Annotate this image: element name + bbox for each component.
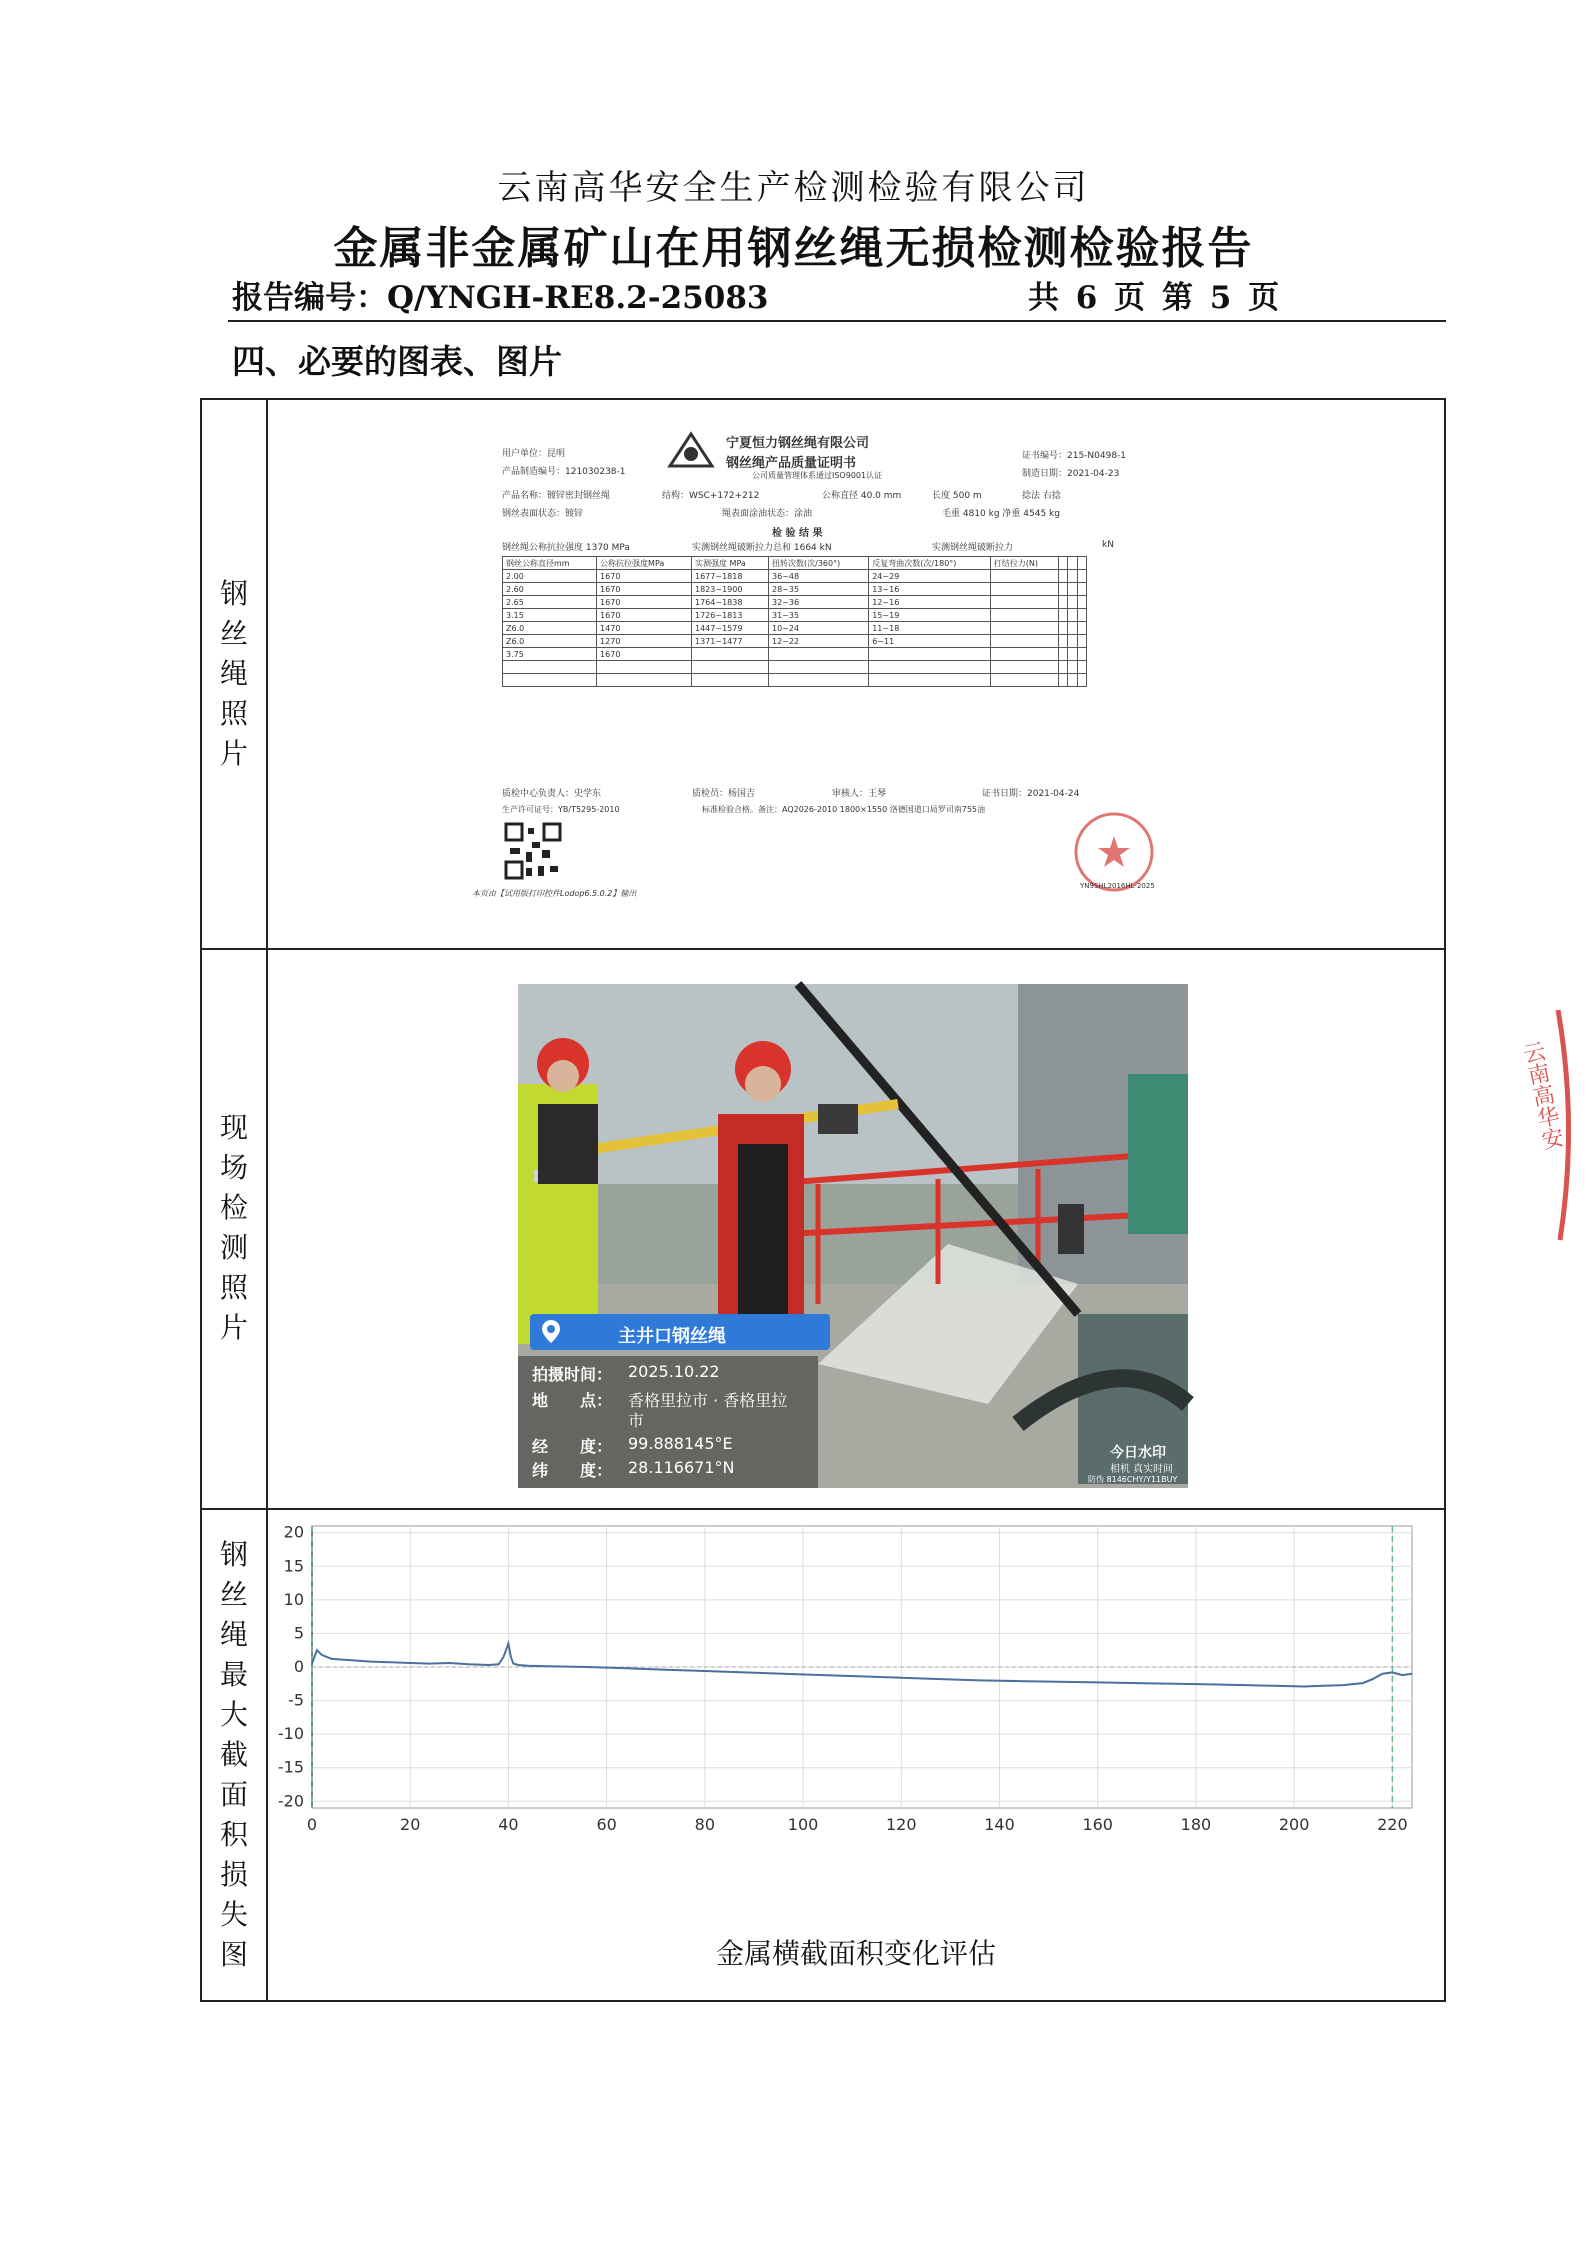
- x-tick-label: 160: [1082, 1815, 1113, 1834]
- table-cell: [692, 661, 769, 674]
- report-number: 报告编号：Q/YNGH-RE8.2-25083: [232, 280, 769, 316]
- table-cell: [1077, 609, 1086, 622]
- photo-latitude-value: 28.116671°N: [628, 1458, 735, 1477]
- y-tick-label: 0: [293, 1657, 304, 1676]
- cert-system: 公司质量管理体系通过ISO9001认证: [752, 471, 883, 480]
- table-cell: [869, 661, 991, 674]
- table-cell: [1077, 622, 1086, 635]
- table-cell: 3.75: [503, 648, 597, 661]
- x-tick-label: 180: [1180, 1815, 1212, 1834]
- table-cell: [1077, 570, 1086, 583]
- table-cell: [597, 674, 692, 687]
- header-divider: [228, 320, 1446, 322]
- cert-lube: 绳表面涂油状态：涂油: [722, 509, 813, 519]
- table-row: [503, 609, 1087, 622]
- table-row: [503, 583, 1087, 596]
- table-cell: [1058, 648, 1067, 661]
- table-cell: 12~16: [869, 596, 991, 609]
- cert-weight: 毛重 4810 kg 净重 4545 kg: [942, 509, 1060, 519]
- table-cell: [1058, 674, 1067, 687]
- row-label-text: 钢丝绳照片: [219, 577, 248, 770]
- table-cell: [1058, 622, 1067, 635]
- x-tick-label: 60: [596, 1815, 617, 1834]
- table-row: [503, 635, 1087, 648]
- table-cell: Z6.0: [503, 622, 597, 635]
- qr-code-icon: [504, 822, 562, 880]
- table-cell: [1077, 596, 1086, 609]
- x-tick-label: 20: [400, 1815, 421, 1834]
- cert-twist: 捻法 右捻: [1022, 491, 1061, 501]
- figures-table: [200, 398, 1446, 2002]
- table-row: [503, 661, 1087, 674]
- table-row: [503, 557, 1087, 570]
- cert-contract: 产品制造编号：121030238-1: [502, 467, 626, 477]
- table-cell: [1058, 570, 1067, 583]
- cert-title: 钢丝绳产品质量证明书: [726, 456, 857, 471]
- table-cell: 1670: [597, 648, 692, 661]
- organization-name: 云南高华安全生产检测检验有限公司: [497, 168, 1090, 208]
- table-cell: 13~16: [869, 583, 991, 596]
- table-row: [503, 622, 1087, 635]
- cert-unit: kN: [1102, 540, 1114, 550]
- row-divider: [202, 948, 1444, 950]
- table-cell: 1764~1838: [692, 596, 769, 609]
- x-tick-label: 120: [886, 1815, 917, 1834]
- table-cell: [990, 609, 1058, 622]
- table-cell: [1077, 648, 1086, 661]
- table-cell: [1068, 674, 1077, 687]
- table-cell: [990, 635, 1058, 648]
- table-cell: [597, 661, 692, 674]
- chart-caption: 金属横截面积变化评估: [715, 1937, 996, 1970]
- photo-longitude-value: 99.888145°E: [628, 1434, 733, 1453]
- table-cell: [1077, 661, 1086, 674]
- y-tick-label: -10: [277, 1724, 304, 1744]
- row-label-loss-chart: [202, 1508, 266, 2002]
- table-cell: 1447~1579: [692, 622, 769, 635]
- table-cell: 28~35: [769, 583, 869, 596]
- table-cell: [692, 648, 769, 661]
- photo-place-label: 地 点：: [532, 1391, 613, 1410]
- table-cell: [1077, 557, 1086, 570]
- x-tick-label: 140: [984, 1815, 1015, 1834]
- table-cell: [1068, 648, 1077, 661]
- section-loss-chart: [266, 1510, 1446, 1834]
- cert-actual: 实测钢丝绳破断拉力: [932, 543, 1014, 553]
- cert-company: 宁夏恒力钢丝绳有限公司: [726, 436, 870, 451]
- cert-qc-head: 质检中心负责人：史学东: [502, 789, 602, 799]
- table-cell: [1068, 661, 1077, 674]
- table-cell: [990, 570, 1058, 583]
- cert-results-title: 检 验 结 果: [772, 528, 823, 539]
- table-row: [503, 648, 1087, 661]
- table-cell: [1058, 557, 1067, 570]
- y-tick-label: 20: [283, 1522, 304, 1542]
- table-cell: [990, 596, 1058, 609]
- table-cell: [1077, 583, 1086, 596]
- table-cell: 1670: [597, 583, 692, 596]
- table-cell: [1068, 596, 1077, 609]
- y-tick-label: -5: [288, 1690, 304, 1710]
- table-cell: [869, 674, 991, 687]
- table-header-cell: 反复弯曲次数(次/180°): [869, 557, 991, 570]
- cert-strength: 钢丝绳公称抗拉强度 1370 MPa: [502, 543, 630, 553]
- table-cell: 12~22: [769, 635, 869, 648]
- table-cell: 1371~1477: [692, 635, 769, 648]
- cert-diameter: 公称直径 40.0 mm: [822, 491, 902, 501]
- table-cell: [990, 661, 1058, 674]
- x-tick-label: 0: [306, 1815, 318, 1834]
- table-cell: 1726~1813: [692, 609, 769, 622]
- table-cell: 1470: [597, 622, 692, 635]
- table-cell: 2.65: [503, 596, 597, 609]
- row-label-text: 现场检测照片: [219, 1111, 248, 1344]
- photo-time-value: 2025.10.22: [628, 1362, 720, 1381]
- table-header-cell: 扭转次数(次/360°): [769, 557, 869, 570]
- table-header-cell: 实测强度 MPa: [692, 557, 769, 570]
- table-cell: [1068, 570, 1077, 583]
- table-cell: 1670: [597, 609, 692, 622]
- table-cell: [769, 661, 869, 674]
- quality-certificate: [472, 424, 1262, 898]
- row-label-rope-photo: [202, 400, 266, 948]
- table-header-cell: 打结拉力(N): [990, 557, 1058, 570]
- y-tick-label: -15: [277, 1757, 304, 1777]
- margin-stamp-text: 云南高华安: [1517, 1039, 1566, 1152]
- table-cell: [692, 674, 769, 687]
- table-cell: 31~35: [769, 609, 869, 622]
- cert-structure: 结构：WSC+172+212: [662, 491, 760, 501]
- photo-place-value2: 市: [628, 1411, 645, 1430]
- cert-product: 产品名称：镀锌密封钢丝绳: [502, 491, 611, 501]
- table-cell: [1058, 583, 1067, 596]
- watermark-camera-label: 相机 真实时间: [1110, 1464, 1174, 1475]
- table-cell: [1058, 661, 1067, 674]
- cert-standard-note: 标准检验合格。备注：AQ2026-2010 1800×1550 洛德国道口局罗司南755油: [702, 805, 986, 814]
- location-pin-icon: [540, 1318, 562, 1340]
- table-cell: Z6.0: [503, 635, 597, 648]
- table-cell: [990, 583, 1058, 596]
- table-cell: 24~29: [869, 570, 991, 583]
- cert-length: 长度 500 m: [932, 491, 982, 501]
- table-cell: [990, 622, 1058, 635]
- table-cell: [1058, 635, 1067, 648]
- site-inspection-photo: [518, 984, 1188, 1488]
- table-cell: 1670: [597, 570, 692, 583]
- table-cell: [769, 648, 869, 661]
- row-label-text: 钢丝绳最大截面积损失图: [219, 1538, 248, 1971]
- watermark-app-label: 今日水印: [1110, 1445, 1166, 1461]
- table-cell: 3.15: [503, 609, 597, 622]
- margin-stamp: [1517, 1000, 1578, 1250]
- cert-date: 制造日期：2021-04-23: [1022, 469, 1120, 479]
- table-cell: [1068, 557, 1077, 570]
- chart-svg: [266, 1510, 1446, 1834]
- y-tick-label: 15: [283, 1556, 304, 1576]
- x-tick-label: 80: [694, 1815, 716, 1834]
- table-cell: [1068, 609, 1077, 622]
- table-cell: [1068, 622, 1077, 635]
- table-cell: [503, 674, 597, 687]
- section-title: 四、必要的图表、图片: [232, 342, 562, 381]
- table-cell: 1823~1900: [692, 583, 769, 596]
- y-tick-label: -20: [277, 1791, 304, 1811]
- table-cell: [1058, 609, 1067, 622]
- table-cell: 2.00: [503, 570, 597, 583]
- cert-number: 证书编号：215-N0498-1: [1022, 451, 1127, 461]
- company-logo-icon: [666, 430, 716, 470]
- watermark-code: 防伪 8146CHY/Y11BUY: [1088, 1475, 1178, 1484]
- table-cell: 1270: [597, 635, 692, 648]
- cert-license: 生产许可证号：YB/T5295-2010: [502, 805, 620, 814]
- table-row: [503, 596, 1087, 609]
- cert-breaking: 实测钢丝绳破断拉力总和 1664 kN: [692, 543, 832, 553]
- table-cell: 2.60: [503, 583, 597, 596]
- table-cell: [1058, 596, 1067, 609]
- table-cell: [769, 674, 869, 687]
- table-cell: 10~24: [769, 622, 869, 635]
- table-row: [503, 570, 1087, 583]
- table-cell: [1077, 674, 1086, 687]
- table-cell: 1677~1818: [692, 570, 769, 583]
- table-cell: [1068, 583, 1077, 596]
- table-cell: [869, 648, 991, 661]
- table-cell: 32~36: [769, 596, 869, 609]
- cert-issue-date: 证书日期：2021-04-24: [982, 789, 1080, 799]
- table-cell: 36~48: [769, 570, 869, 583]
- cert-inspector: 质检员：杨国吉: [692, 789, 756, 799]
- cert-user: 用户单位：昆明: [502, 449, 566, 459]
- cert-footer: 本页由【试用版打印控件Lodop6.5.0.2】输出: [472, 889, 637, 898]
- table-cell: 11~18: [869, 622, 991, 635]
- x-tick-label: 220: [1377, 1815, 1408, 1834]
- y-tick-label: 5: [293, 1623, 304, 1643]
- table-row: [503, 674, 1087, 687]
- page-count: 共 6 页 第 5 页: [1028, 280, 1280, 316]
- table-cell: 1670: [597, 596, 692, 609]
- table-cell: 6~11: [869, 635, 991, 648]
- table-cell: [990, 674, 1058, 687]
- table-cell: [503, 661, 597, 674]
- table-header-cell: 钢丝公称直径mm: [503, 557, 597, 570]
- cert-results-table: [502, 556, 1087, 687]
- x-tick-label: 200: [1278, 1815, 1310, 1834]
- table-cell: [1068, 635, 1077, 648]
- row-label-site-photo: [202, 948, 266, 1508]
- photo-time-label: 拍摄时间：: [532, 1365, 613, 1384]
- photo-place-value: 香格里拉市 · 香格里拉: [628, 1391, 788, 1410]
- cert-surface: 钢丝表面状态：镀锌: [502, 509, 584, 519]
- table-cell: [1077, 635, 1086, 648]
- x-tick-label: 40: [498, 1815, 519, 1834]
- photo-tag-text: 主井口钢丝绳: [618, 1326, 726, 1347]
- x-tick-label: 100: [787, 1815, 819, 1834]
- cert-stamp-code: YN9SHL2016HL-2025: [1080, 882, 1155, 890]
- cert-reviewer: 审核人：王琴: [832, 789, 887, 799]
- table-cell: 15~19: [869, 609, 991, 622]
- table-header-cell: 公称抗拉强度MPa: [597, 557, 692, 570]
- table-cell: [990, 648, 1058, 661]
- photo-latitude-label: 纬 度：: [532, 1461, 613, 1480]
- y-tick-label: 10: [283, 1589, 304, 1609]
- photo-longitude-label: 经 度：: [532, 1437, 613, 1456]
- report-title: 金属非金属矿山在用钢丝绳无损检测检验报告: [333, 223, 1254, 274]
